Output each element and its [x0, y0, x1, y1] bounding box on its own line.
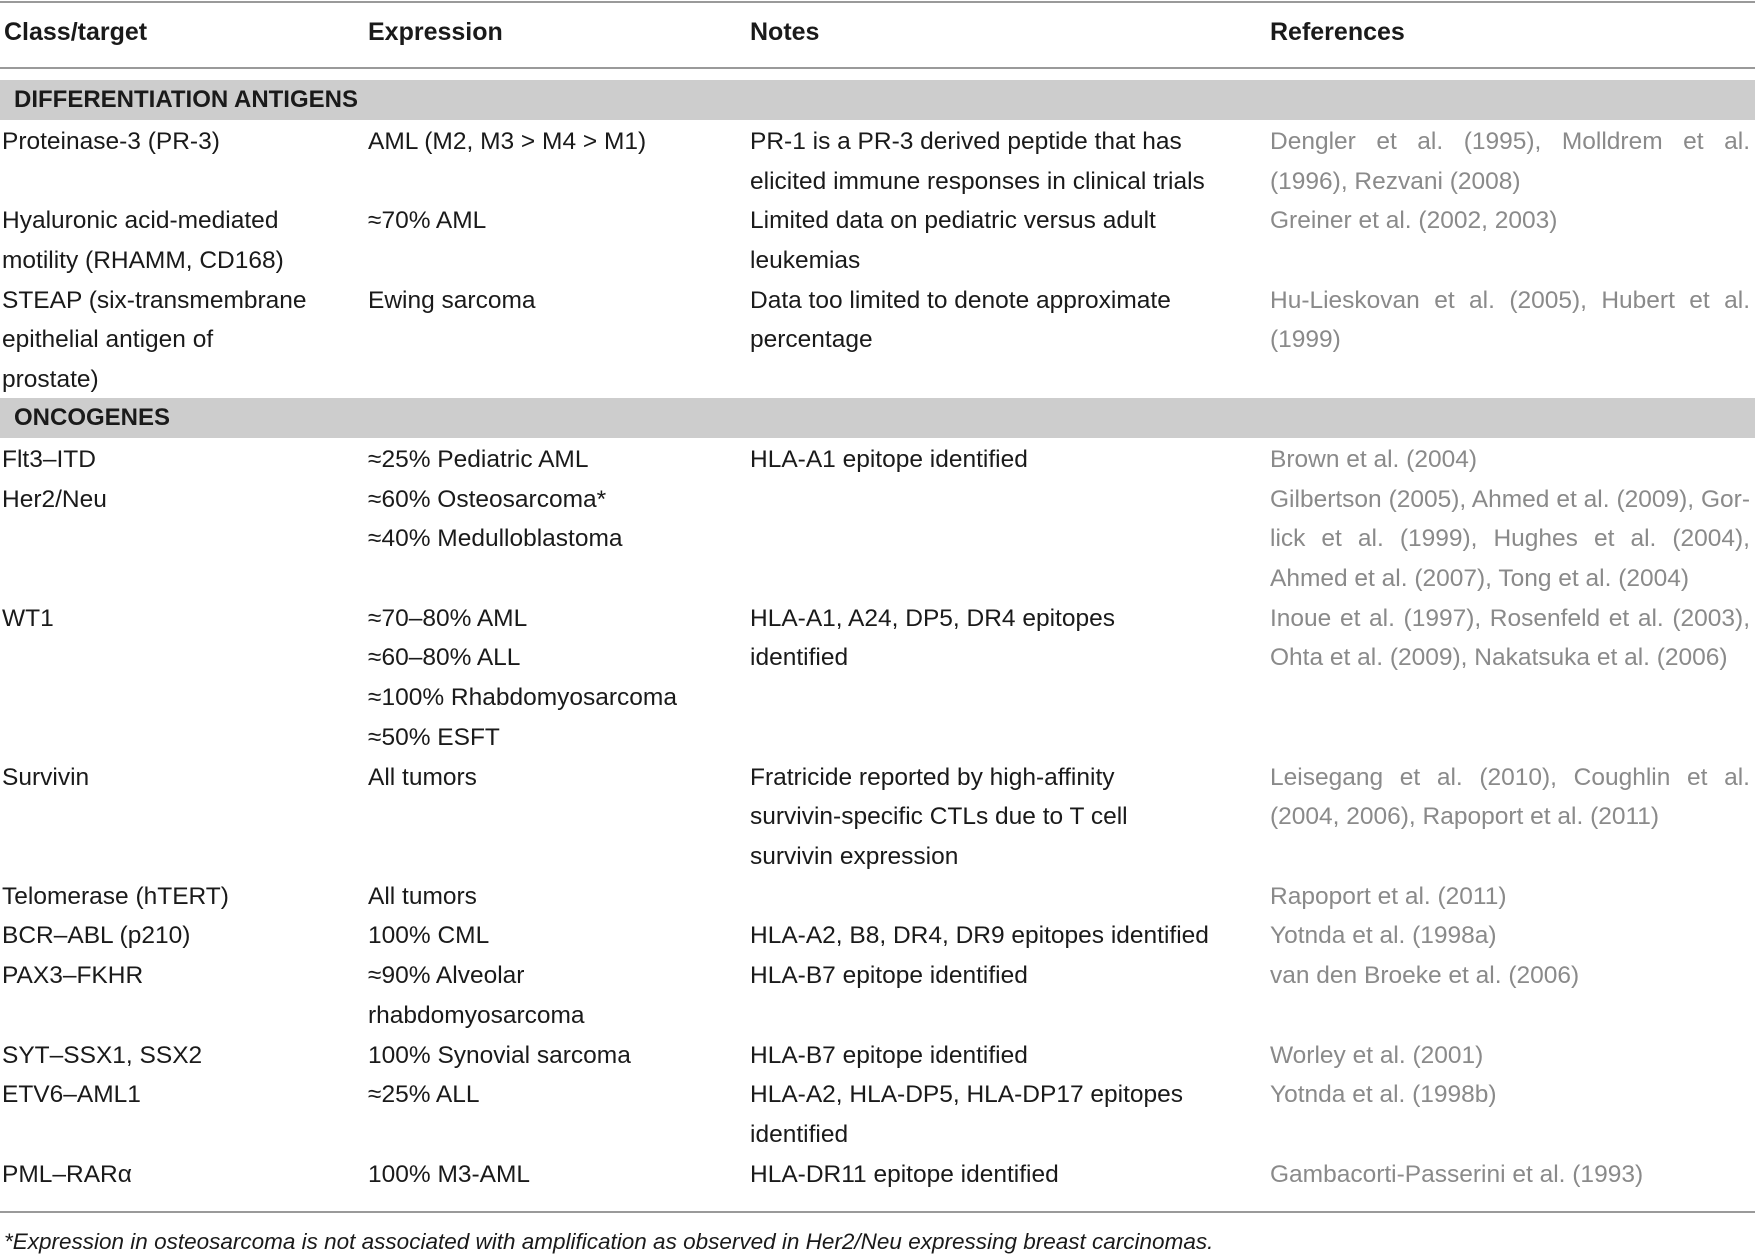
- header-class-target: Class/target: [4, 18, 148, 46]
- cell-expression-line: ≈70–80% AML: [368, 604, 528, 632]
- cell-references-line: Gilbertson (2005), Ahmed et al. (2009), Gor-: [1270, 485, 1750, 513]
- cell-target: [2, 1036, 202, 1076]
- cell-references-line: Yotnda et al. (1998a): [1270, 922, 1497, 950]
- header-rule: [0, 67, 1755, 69]
- cell-target: [2, 956, 143, 996]
- cell-target-line: Proteinase-3 (PR-3): [2, 128, 220, 155]
- cell-notes-line: Data too limited to denote approximate: [750, 286, 1171, 314]
- cell-notes-line: survivin expression: [750, 842, 959, 870]
- cell-references-line: Ahmed et al. (2007), Tong et al. (2004): [1270, 565, 1690, 593]
- header-notes: Notes: [750, 18, 820, 46]
- cell-references: [1270, 480, 1750, 599]
- cell-expression-line: 100% M3-AML: [368, 1160, 531, 1188]
- header-references: References: [1270, 18, 1405, 46]
- cell-target: [2, 916, 190, 956]
- cell-expression-line: ≈90% Alveolar: [368, 962, 525, 990]
- cell-expression-line: ≈25% ALL: [368, 1081, 480, 1109]
- header-expression: Expression: [368, 18, 503, 46]
- cell-references-line: (2004, 2006), Rapoport et al. (2011): [1270, 803, 1660, 831]
- cell-target: [2, 201, 284, 280]
- cell-expression-line: ≈60% Osteosarcoma*: [368, 485, 607, 513]
- cell-notes-line: Limited data on pediatric versus adult: [750, 207, 1156, 235]
- cell-expression-line: All tumors: [368, 882, 477, 910]
- cell-target-line: ETV6–AML1: [2, 1081, 141, 1109]
- cell-target: [2, 480, 107, 520]
- cell-expression-line: 100% Synovial sarcoma: [368, 1041, 631, 1069]
- cell-notes-line: leukemias: [750, 247, 861, 275]
- cell-references: [1270, 1036, 1483, 1076]
- cell-notes: [750, 1155, 1059, 1195]
- cell-target-line: Telomerase (hTERT): [2, 882, 229, 910]
- cell-references-line: Rapoport et al. (2011): [1270, 882, 1507, 910]
- cell-expression: [368, 1036, 631, 1076]
- cell-references: [1270, 122, 1750, 201]
- cell-expression-line: ≈40% Medulloblastoma: [368, 525, 623, 553]
- cell-references: [1270, 956, 1579, 996]
- cell-references: [1270, 1155, 1643, 1195]
- cell-notes-line: HLA-A2, HLA-DP5, HLA-DP17 epitopes: [750, 1081, 1184, 1109]
- cell-references-line: (1999): [1270, 326, 1341, 354]
- cell-target: [2, 440, 96, 480]
- cell-notes-line: HLA-A1 epitope identified: [750, 446, 1028, 473]
- cell-expression: [368, 758, 477, 798]
- cell-references-line: Ohta et al. (2009), Nakatsuka et al. (2006): [1270, 644, 1728, 672]
- cell-references-line: Hu-Lieskovan et al. (2005), Hubert et al.: [1270, 286, 1750, 314]
- cell-expression: [368, 1155, 530, 1195]
- cell-notes: [750, 201, 1156, 280]
- cell-expression: [368, 956, 585, 1035]
- bottom-rule: [0, 1211, 1755, 1213]
- cell-references-line: van den Broeke et al. (2006): [1270, 962, 1580, 990]
- cell-target-line: Her2/Neu: [2, 485, 107, 513]
- cell-references-line: Dengler et al. (1995), Molldrem et al.: [1270, 128, 1750, 155]
- cell-notes-line: HLA-DR11 epitope identified: [750, 1160, 1059, 1188]
- cell-notes: [750, 916, 1209, 956]
- cell-references: [1270, 440, 1477, 480]
- cell-expression: [368, 201, 486, 241]
- cell-expression-line: ≈25% Pediatric AML: [368, 446, 589, 473]
- cell-expression-line: AML (M2, M3 > M4 > M1): [368, 128, 647, 155]
- cell-target: [2, 281, 307, 400]
- cell-expression: [368, 480, 623, 559]
- cell-notes: [750, 758, 1128, 877]
- cell-target-line: PML–RARα: [2, 1160, 132, 1188]
- cell-expression-line: Ewing sarcoma: [368, 286, 536, 314]
- cell-expression-line: ≈50% ESFT: [368, 723, 500, 751]
- cell-references-line: (1996), Rezvani (2008): [1270, 167, 1521, 195]
- cell-notes-line: HLA-B7 epitope identified: [750, 1041, 1028, 1069]
- cell-notes: [750, 281, 1171, 360]
- table-footnote: *Expression in osteosarcoma is not associated with amplification as observed in Her2/Neu expressing breast carcinomas.: [4, 1229, 1214, 1254]
- cell-notes: [750, 440, 1028, 480]
- cell-expression-line: ≈70% AML: [368, 207, 487, 235]
- cell-expression-line: rhabdomyosarcoma: [368, 1001, 585, 1029]
- cell-target: [2, 1155, 132, 1195]
- cell-references-line: Worley et al. (2001): [1270, 1041, 1484, 1069]
- section-header: ONCOGENES: [0, 398, 1755, 438]
- cell-target-line: Flt3–ITD: [2, 446, 96, 473]
- cell-target: [2, 758, 89, 798]
- cell-target-line: PAX3–FKHR: [2, 962, 144, 990]
- cell-expression: [368, 1075, 480, 1115]
- cell-target: [2, 122, 220, 162]
- cell-target-line: WT1: [2, 604, 54, 632]
- cell-target-line: Hyaluronic acid-mediated: [2, 207, 279, 235]
- cell-target-line: SYT–SSX1, SSX2: [2, 1041, 203, 1069]
- cell-references-line: lick et al. (1999), Hughes et al. (2004),: [1270, 525, 1750, 553]
- cell-references-line: Greiner et al. (2002, 2003): [1270, 207, 1558, 235]
- cell-references: [1270, 281, 1750, 360]
- cell-references-line: Gambacorti-Passerini et al. (1993): [1270, 1160, 1644, 1188]
- cell-notes-line: HLA-A2, B8, DR4, DR9 epitopes identified: [750, 922, 1209, 950]
- cell-references: [1270, 201, 1557, 241]
- cell-notes-line: HLA-B7 epitope identified: [750, 962, 1028, 990]
- cell-target-line: epithelial antigen of: [2, 326, 214, 354]
- cell-references: [1270, 877, 1507, 917]
- cell-references-line: Yotnda et al. (1998b): [1270, 1081, 1497, 1109]
- top-rule: [0, 1, 1755, 3]
- cell-notes-line: elicited immune responses in clinical trials: [750, 167, 1205, 195]
- cell-target: [2, 1075, 141, 1115]
- cell-expression: [368, 599, 677, 758]
- cell-notes-line: Fratricide reported by high-affinity: [750, 763, 1115, 791]
- cell-target-line: STEAP (six-transmembrane: [2, 286, 307, 314]
- cell-references-line: Brown et al. (2004): [1270, 446, 1477, 473]
- cell-references: [1270, 1075, 1497, 1115]
- cell-references: [1270, 599, 1750, 678]
- cell-references-line: Inoue et al. (1997), Rosenfeld et al. (2003),: [1270, 604, 1750, 632]
- cell-notes-line: PR-1 is a PR-3 derived peptide that has: [750, 128, 1182, 155]
- cell-target-line: BCR–ABL (p210): [2, 922, 191, 950]
- cell-notes-line: percentage: [750, 326, 873, 354]
- cell-expression-line: 100% CML: [368, 922, 490, 950]
- cell-target: [2, 599, 54, 639]
- cell-expression: [368, 281, 535, 321]
- cell-notes: [750, 599, 1115, 678]
- cell-expression: [368, 122, 646, 162]
- cell-references: [1270, 916, 1497, 956]
- cell-expression: [368, 440, 588, 480]
- cell-expression-line: ≈100% Rhabdomyosarcoma: [368, 684, 677, 712]
- cell-references-line: Leisegang et al. (2010), Coughlin et al.: [1270, 763, 1750, 791]
- cell-target-line: motility (RHAMM, CD168): [2, 247, 284, 275]
- cell-expression: [368, 877, 477, 917]
- cell-target: [2, 877, 229, 917]
- cell-expression-line: All tumors: [368, 763, 477, 791]
- cell-notes: [750, 956, 1028, 996]
- cell-notes-line: HLA-A1, A24, DP5, DR4 epitopes: [750, 604, 1115, 632]
- cell-notes: [750, 122, 1205, 201]
- cell-expression: [368, 916, 489, 956]
- cell-target-line: prostate): [2, 366, 99, 394]
- cell-expression-line: ≈60–80% ALL: [368, 644, 521, 672]
- cell-notes-line: survivin-specific CTLs due to T cell: [750, 803, 1128, 831]
- section-header: DIFFERENTIATION ANTIGENS: [0, 80, 1755, 120]
- cell-notes-line: identified: [750, 1120, 849, 1148]
- cell-notes: [750, 1036, 1028, 1076]
- cell-target-line: Survivin: [2, 763, 90, 791]
- cell-notes-line: identified: [750, 644, 849, 672]
- cell-notes: [750, 1075, 1183, 1154]
- cell-references: [1270, 758, 1750, 837]
